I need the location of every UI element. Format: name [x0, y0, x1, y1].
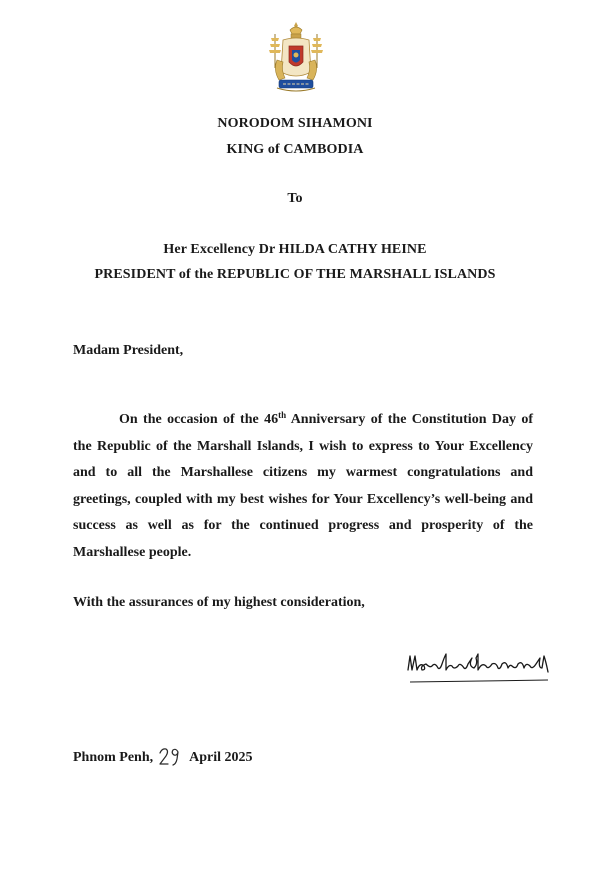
handwritten-signature-icon — [402, 644, 554, 690]
body-part-1: On the occasion of the 46 — [119, 412, 279, 427]
sender-name: NORODOM SIHAMONI — [217, 116, 373, 131]
dateline-place: Phnom Penh, — [73, 750, 154, 765]
dateline-month-year: April 2025 — [189, 750, 253, 765]
ordinal-suffix: th — [278, 410, 287, 420]
closing-line: With the assurances of my highest consideration, — [73, 595, 365, 610]
recipient-name: Her Excellency Dr HILDA CATHY HEINE — [163, 242, 427, 257]
to-label: To — [287, 191, 303, 206]
royal-coat-of-arms-icon — [263, 20, 329, 96]
sender-title: KING of CAMBODIA — [226, 142, 364, 157]
handwritten-day-icon — [157, 745, 183, 767]
recipient-title: PRESIDENT of the REPUBLIC OF THE MARSHALL ISLANDS — [94, 267, 496, 282]
body-paragraph — [73, 407, 533, 566]
body-part-2: Anniversary of the Constitution Day of the Republic of the Marshall Islands, I wish to express to Your Excellency and to all the Marshallese citizens my warmest congratulations and greetings, coupled with my best wishes for Your Excellency’s well-being and success as well as for the continued progress and prosperity of the Marshallese people. — [73, 412, 533, 560]
greeting: Madam President, — [73, 343, 184, 358]
dateline — [73, 745, 253, 767]
